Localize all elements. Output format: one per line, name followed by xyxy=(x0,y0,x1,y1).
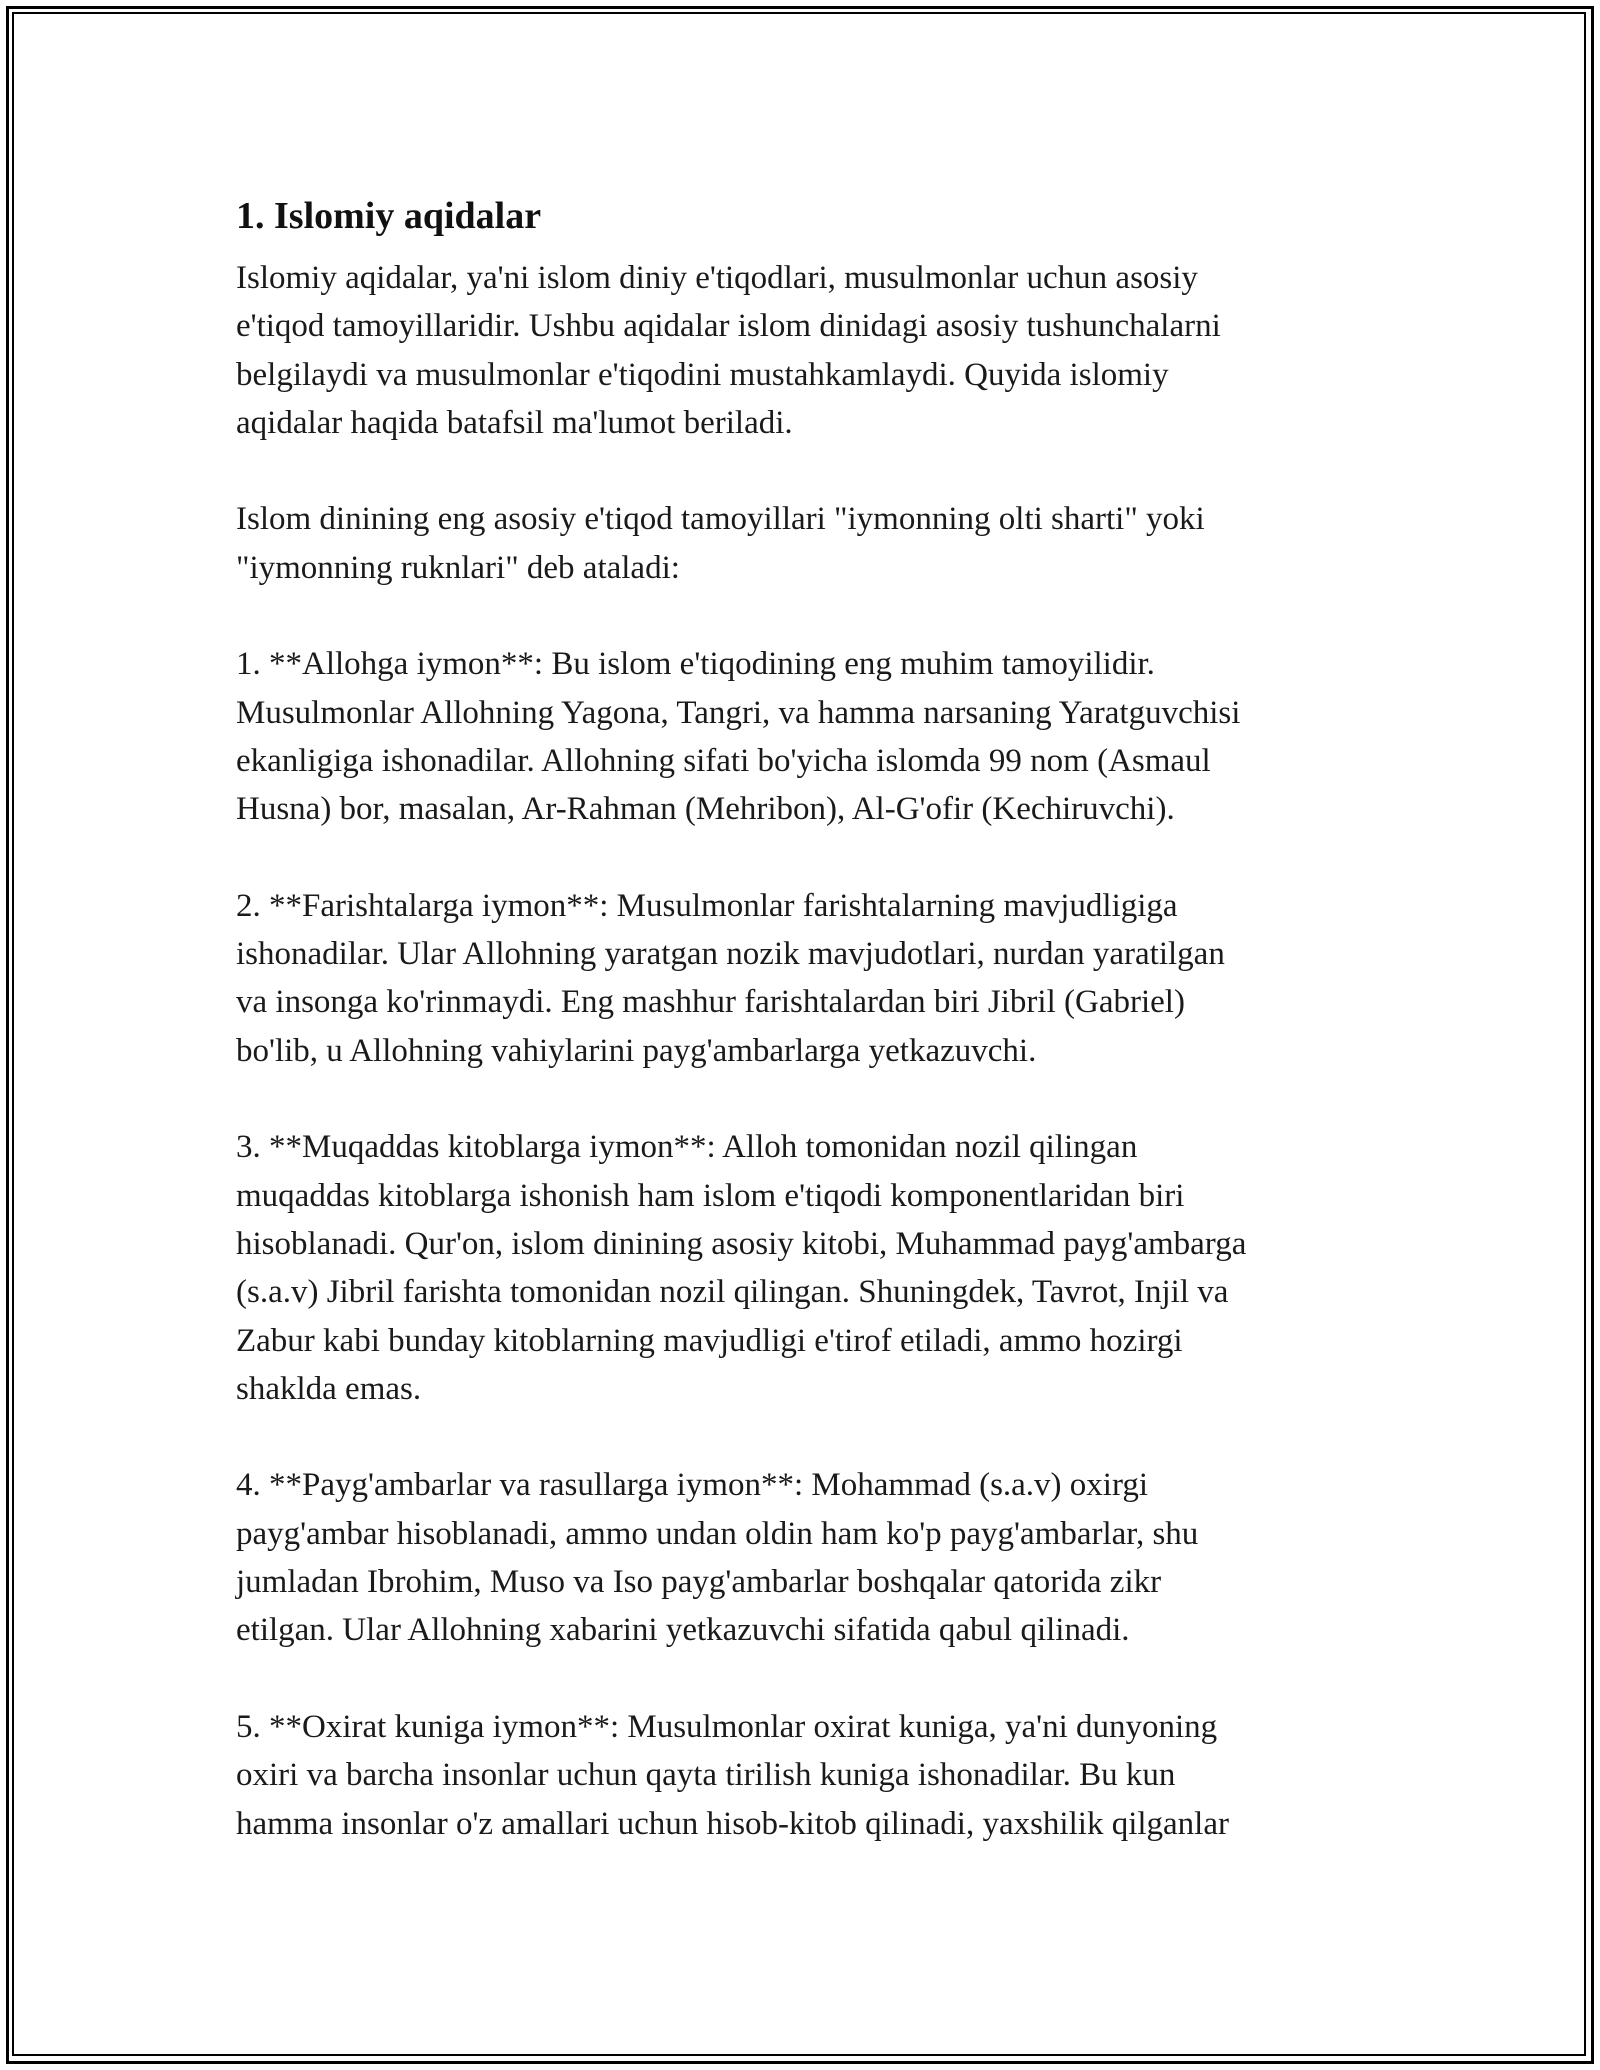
pillar-5-paragraph: 5. **Oxirat kuniga iymon**: Musulmonlar oxirat kuniga, ya'ni dunyoning oxiri va barcha insonlar uchun qayta tirilish kuniga ishonadilar. Bu kun hamma insonlar o'z amallari uchun hisob-kitob qilinadi, yaxshilik qilganlar xyxy=(236,1708,1229,1842)
pillars-intro-paragraph: Islom dinining eng asosiy e'tiqod tamoyillari "iymonning olti sharti" yoki "iymonning ruknlari" deb ataladi: xyxy=(236,501,1205,586)
section-heading: 1. Islomiy aqidalar xyxy=(236,195,542,237)
pillar-2-paragraph: 2. **Farishtalarga iymon**: Musulmonlar farishtalarning mavjudligiga ishonadilar. Ular Allohning yaratgan nozik mavjudotlari, nurdan yaratilgan va insonga ko'rinmaydi. Eng mashhur farishtalardan biri Jibril (Gabriel) bo'lib, u Allohning vahiylarini payg'ambarlarga yetkazuvchi. xyxy=(236,887,1225,1069)
pillar-1-paragraph: 1. **Allohga iymon**: Bu islom e'tiqodining eng muhim tamoyilidir. Musulmonlar Allohning Yagona, Tangri, va hamma narsaning Yaratguvchisi ekanligiga ishonadilar. Allohning sifati bo'yicha islomda 99 nom (Asmaul Husna) bor, masalan, Ar-Rahman (Mehribon), Al-G'ofir (Kechiruvchi). xyxy=(236,646,1241,828)
pillar-3-paragraph: 3. **Muqaddas kitoblarga iymon**: Alloh tomonidan nozil qilingan muqaddas kitoblarga ishonish ham islom e'tiqodi komponentlaridan biri hisoblanadi. Qur'on, islom dinining asosiy kitobi, Muhammad payg'ambarga (s.a.v) Jibril farishta tomonidan nozil qilingan. Shuningdek, Tavrot, Injil va Zabur kabi bunday kitoblarning mavjudligi e'tirof etiladi, ammo hozirgi shaklda emas. xyxy=(236,1129,1247,1407)
pillar-4-paragraph: 4. **Payg'ambarlar va rasullarga iymon**: Mohammad (s.a.v) oxirgi payg'ambar hisoblanadi, ammo undan oldin ham ko'p payg'ambarlar, shu jumladan Ibrohim, Muso va Iso payg'ambarlar boshqalar qatorida zikr etilgan. Ular Allohning xabarini yetkazuvchi sifatida qabul qilinadi. xyxy=(236,1467,1199,1649)
document-body xyxy=(236,186,1386,1896)
intro-paragraph: Islomiy aqidalar, ya'ni islom diniy e'tiqodlari, musulmonlar uchun asosiy e'tiqod tamoyillaridir. Ushbu aqidalar islom dinidagi asosiy tushunchalarni belgilaydi va musulmonlar e'tiqodini mustahkamlaydi. Quyida islomiy aqidalar haqida batafsil ma'lumot beriladi. xyxy=(236,260,1221,441)
